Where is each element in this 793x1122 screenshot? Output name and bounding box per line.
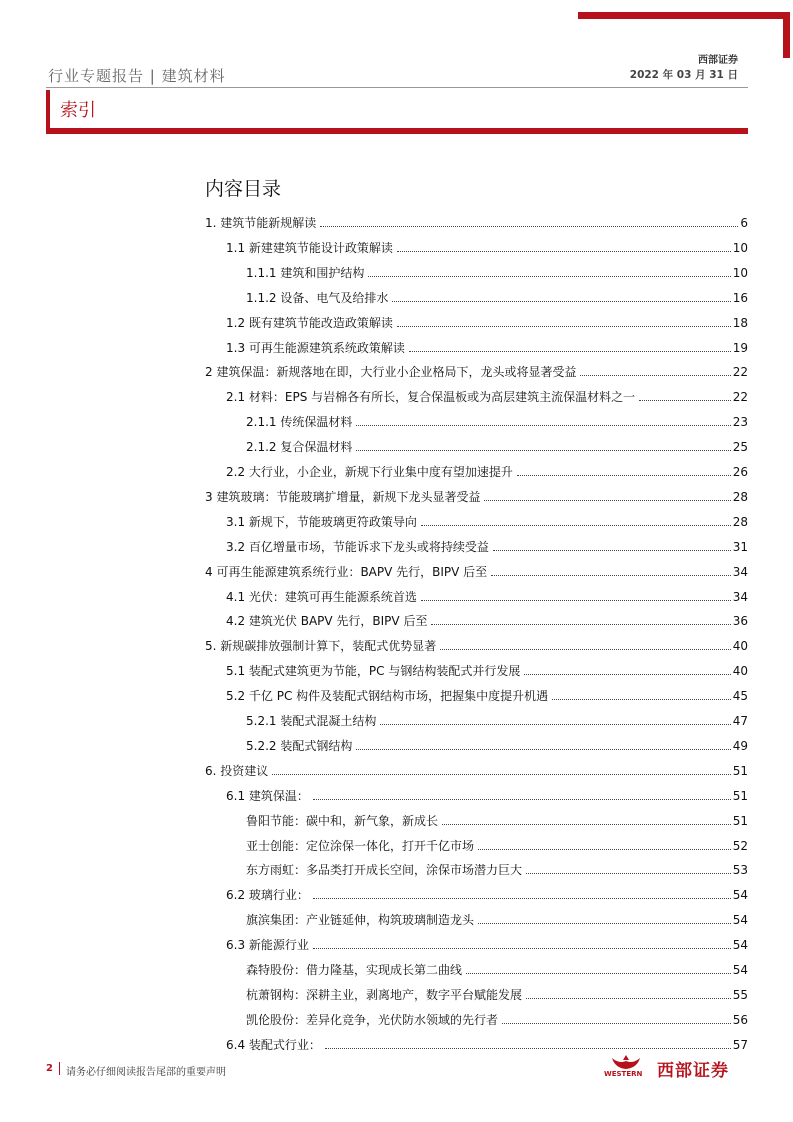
toc-leader-dots: [639, 400, 731, 401]
toc-leader-dots: [397, 251, 731, 252]
toc-entry-page: 36: [732, 614, 748, 629]
toc-entry-page: 28: [732, 514, 748, 529]
toc-entry[interactable]: [205, 635, 748, 653]
toc-entry[interactable]: [226, 237, 748, 255]
toc-entry-page: 25: [732, 440, 748, 455]
toc-leader-dots: [442, 824, 731, 825]
toc-entry-title: 凯伦股份：差异化竞争，光伏防水领域的先行者: [246, 1012, 499, 1027]
toc-entry-title: 6.2 玻璃行业：: [226, 888, 309, 903]
toc-entry-page: 31: [732, 539, 748, 554]
toc-entry[interactable]: [226, 386, 748, 404]
logo-text-en: WESTERN: [604, 1070, 643, 1078]
toc-entry-page: 19: [732, 340, 748, 355]
toc-entry-title: 5.2.1 装配式混凝土结构: [246, 714, 377, 728]
toc-entry-title: 5. 新规碳排放强制计算下，装配式优势显著: [205, 639, 437, 654]
toc-entry-page: 51: [732, 788, 748, 803]
toc-entry-page: 49: [732, 738, 748, 753]
toc-entry-title: 鲁阳节能：碳中和，新气象，新成长: [246, 813, 439, 828]
toc-entry-page: 45: [732, 689, 748, 704]
toc-entry[interactable]: [205, 486, 748, 504]
toc-leader-dots: [313, 948, 731, 949]
toc-entry-title: 4.1 光伏：建筑可再生能源系统首选: [226, 589, 417, 604]
toc-title: 内容目录: [205, 178, 282, 200]
toc-entry[interactable]: [246, 909, 748, 927]
toc-entry-title: 森特股份：借力隆基，实现成长第二曲线: [246, 963, 463, 977]
toc-entry-title: 3.2 百亿增量市场，节能诉求下龙头或将持续受益: [226, 539, 489, 554]
toc-leader-dots: [421, 525, 731, 526]
toc-leader-dots: [397, 326, 731, 327]
toc-entry[interactable]: [205, 361, 748, 379]
header-brand: 西部证券: [698, 55, 738, 66]
toc-leader-dots: [320, 226, 738, 227]
report-date: 2022 年 03 月 31 日: [629, 69, 738, 81]
toc-leader-dots: [580, 375, 730, 376]
toc-entry-page: 40: [732, 664, 748, 679]
toc-entry-page: 10: [732, 265, 748, 280]
toc-leader-dots: [431, 624, 730, 625]
toc-entry[interactable]: [246, 959, 748, 977]
toc-leader-dots: [493, 550, 731, 551]
toc-leader-dots: [380, 724, 730, 725]
toc-entry-title: 2.1.1 传统保温材料: [246, 415, 353, 430]
toc-entry-title: 2.2 大行业，小企业，新规下行业集中度有望加速提升: [226, 465, 513, 479]
toc-entry[interactable]: [246, 735, 748, 753]
toc-entry-title: 5.2 千亿 PC 构件及装配式钢结构市场，把握集中度提升机遇: [226, 689, 549, 704]
toc-entry-page: 28: [732, 489, 748, 504]
toc-entry[interactable]: [246, 287, 748, 305]
toc-entry-page: 54: [732, 938, 748, 953]
toc-entry[interactable]: [246, 436, 748, 454]
toc-entry[interactable]: [226, 511, 748, 529]
toc-entry-title: 6. 投资建议: [205, 763, 269, 778]
toc-entry-title: 2.1 材料：EPS 与岩棉各有所长，复合保温板或为高层建筑主流保温材料之一: [226, 390, 636, 405]
toc-entry-page: 51: [732, 813, 748, 828]
toc-entry[interactable]: [205, 212, 748, 230]
toc-entry-title: 6.3 新能源行业: [226, 938, 309, 953]
toc-entry-page: 22: [732, 365, 748, 380]
toc-leader-dots: [272, 774, 730, 775]
toc-entry-title: 4.2 建筑光伏 BAPV 先行，BIPV 后至: [226, 614, 428, 629]
toc-entry-page: 34: [732, 564, 748, 579]
toc-entry[interactable]: [226, 785, 748, 803]
toc-entry-page: 57: [732, 1037, 748, 1052]
toc-entry-title: 1.1.1 建筑和围护结构: [246, 265, 365, 280]
toc-entry-title: 1.1.2 设备、电气及给排水: [246, 290, 389, 305]
toc-leader-dots: [356, 749, 730, 750]
toc-entry-page: 23: [732, 415, 748, 430]
toc-entry-title: 3 建筑玻璃：节能玻璃扩增量，新规下龙头显著受益: [205, 489, 481, 504]
toc-entry[interactable]: [246, 262, 748, 280]
toc-entry-title: 1.1 新建建筑节能设计政策解读: [226, 240, 393, 255]
footer-disclaimer: 请务必仔细阅读报告尾部的重要声明: [66, 1067, 226, 1078]
toc-entry-page: 54: [732, 963, 748, 977]
toc-entry[interactable]: [226, 884, 748, 902]
toc-entry-page: 34: [732, 589, 748, 604]
toc-leader-dots: [466, 973, 731, 974]
toc-entry-title: 杭萧钢构：深耕主业，剥离地产，数字平台赋能发展: [246, 987, 523, 1002]
top-accent-bar: [578, 12, 790, 19]
toc-entry-title: 2 建筑保温：新规落地在即，大行业小企业格局下，龙头或将显著受益: [205, 365, 577, 380]
toc-entry[interactable]: [246, 411, 748, 429]
toc-entry-page: 56: [732, 1012, 748, 1027]
toc-entry-title: 1. 建筑节能新规解读: [205, 216, 317, 230]
toc-entry-title: 3.1 新规下，节能玻璃更符政策导向: [226, 514, 417, 529]
toc-leader-dots: [517, 475, 731, 476]
toc-entry[interactable]: [226, 586, 748, 604]
toc-leader-dots: [552, 699, 731, 700]
toc-entry[interactable]: [226, 934, 748, 952]
toc-entry-title: 1.3 可再生能源建筑系统政策解读: [226, 340, 405, 355]
toc-entry-title: 6.4 装配式行业：: [226, 1037, 321, 1052]
toc-entry[interactable]: [205, 561, 748, 579]
toc-entry[interactable]: [226, 337, 748, 355]
toc-entry-page: 47: [732, 714, 748, 728]
toc-leader-dots: [325, 1048, 731, 1049]
toc-entry-title: 6.1 建筑保温：: [226, 788, 309, 803]
toc-entry-page: 26: [732, 465, 748, 479]
toc-entry-page: 54: [732, 913, 748, 928]
toc-entry-title: 旗滨集团：产业链延伸，构筑玻璃制造龙头: [246, 913, 475, 928]
toc-entry-title: 亚士创能：定位涂保一体化，打开千亿市场: [246, 838, 475, 853]
toc-entry-title: 1.2 既有建筑节能改造政策解读: [226, 315, 393, 330]
toc-entry-page: 40: [732, 639, 748, 654]
toc-leader-dots: [526, 998, 731, 999]
toc-entry[interactable]: [226, 1034, 748, 1052]
toc-entry[interactable]: [226, 660, 748, 678]
report-category: 行业专题报告 | 建筑材料: [48, 67, 226, 85]
toc-leader-dots: [526, 873, 731, 874]
toc-entry[interactable]: [205, 760, 748, 778]
section-bar: [46, 128, 748, 134]
page-number: 2: [46, 1063, 53, 1074]
toc-entry[interactable]: [226, 685, 748, 703]
toc-entry[interactable]: [246, 835, 748, 853]
section-title: 索引: [60, 100, 96, 121]
toc-entry-page: 16: [732, 290, 748, 305]
toc-entry-title: 2.1.2 复合保温材料: [246, 440, 353, 455]
toc-entry[interactable]: [226, 312, 748, 330]
toc-leader-dots: [368, 276, 730, 277]
toc-leader-dots: [478, 923, 731, 924]
toc-entry[interactable]: [226, 610, 748, 628]
toc-leader-dots: [491, 575, 731, 576]
toc-entry-title: 4 可再生能源建筑系统行业：BAPV 先行，BIPV 后至: [205, 564, 488, 579]
header-divider: [46, 87, 748, 88]
toc-entry-page: 51: [732, 763, 748, 778]
top-accent-bar-vertical: [783, 12, 790, 58]
toc-entry-page: 54: [732, 888, 748, 903]
toc-leader-dots: [502, 1023, 731, 1024]
toc-entry-page: 52: [732, 838, 748, 853]
toc-entry[interactable]: [246, 710, 748, 728]
toc-leader-dots: [356, 450, 730, 451]
toc-entry[interactable]: [246, 1009, 748, 1027]
toc-leader-dots: [392, 301, 730, 302]
toc-entry-page: 18: [732, 315, 748, 330]
toc-leader-dots: [440, 649, 730, 650]
footer-separator: [59, 1062, 60, 1075]
toc-entry-title: 5.2.2 装配式钢结构: [246, 738, 353, 753]
toc-entry-title: 5.1 装配式建筑更为节能，PC 与钢结构装配式并行发展: [226, 664, 521, 679]
toc-entry-page: 6: [740, 216, 748, 230]
toc-leader-dots: [524, 674, 730, 675]
toc-leader-dots: [421, 600, 731, 601]
toc-entry-title: 东方雨虹：多品类打开成长空间，涂保市场潜力巨大: [246, 863, 523, 878]
toc-entry-page: 55: [732, 987, 748, 1002]
toc-entry[interactable]: [246, 810, 748, 828]
toc-leader-dots: [409, 351, 731, 352]
section-marker: [46, 90, 50, 130]
toc-leader-dots: [478, 849, 731, 850]
toc-entry-page: 53: [732, 863, 748, 878]
toc-entry[interactable]: [246, 984, 748, 1002]
toc-entry[interactable]: [226, 536, 748, 554]
toc-leader-dots: [484, 500, 730, 501]
toc-leader-dots: [313, 799, 731, 800]
toc-leader-dots: [356, 425, 730, 426]
toc-entry[interactable]: [226, 461, 748, 479]
toc-entry[interactable]: [246, 859, 748, 877]
toc-entry-page: 10: [732, 240, 748, 255]
toc-entry-page: 22: [732, 390, 748, 405]
logo-text-cn: 西部证券: [657, 1061, 729, 1081]
toc-leader-dots: [313, 898, 731, 899]
